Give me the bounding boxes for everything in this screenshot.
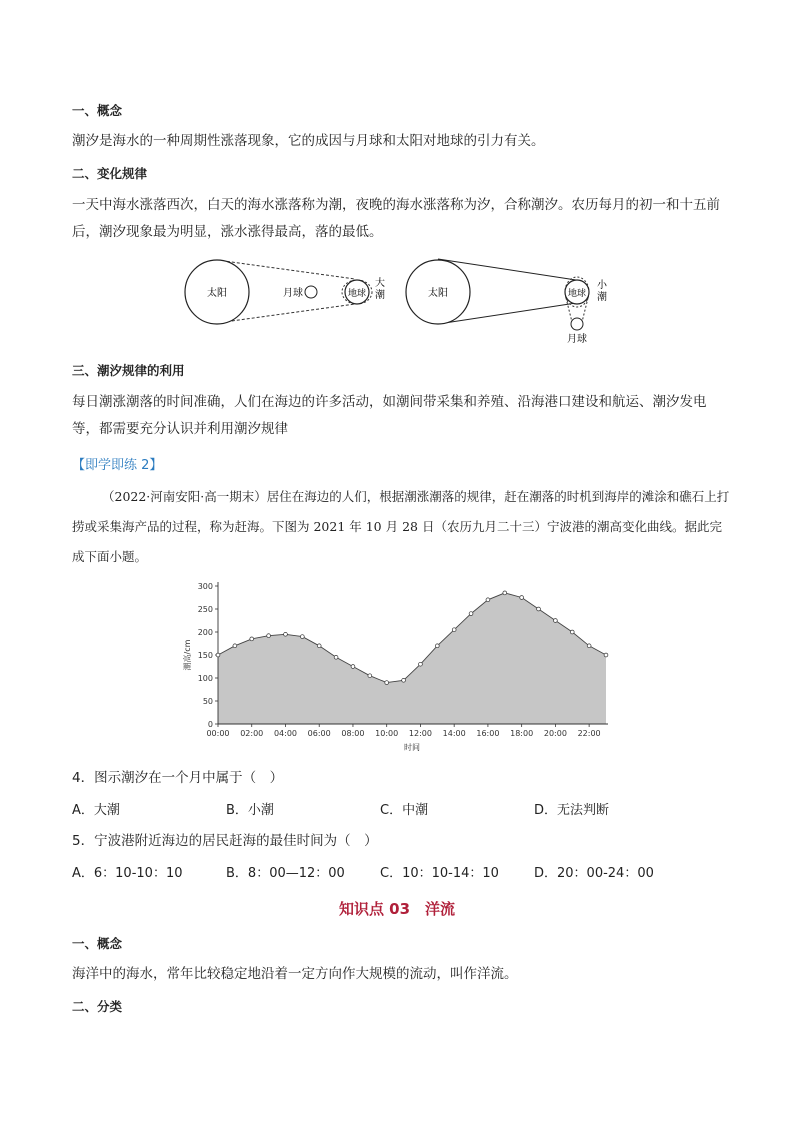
data-point xyxy=(452,628,456,632)
data-point xyxy=(503,591,507,595)
small-tide-label-1: 小 xyxy=(597,280,607,291)
q5-option-c[interactable]: C．10：10-14：10 xyxy=(380,866,499,881)
x-tick-label: 20:00 xyxy=(543,729,567,738)
sun-label-2: 太阳 xyxy=(428,288,448,299)
data-point xyxy=(520,596,524,600)
moon-circle-2 xyxy=(571,318,583,330)
y-tick-label: 50 xyxy=(202,697,213,706)
x-tick-label: 22:00 xyxy=(577,729,601,738)
current-concept-text: 海洋中的海水，常年比较稳定地沿着一定方向作大规模的流动，叫作洋流。 xyxy=(72,966,518,982)
q4-option-b[interactable]: B．小潮 xyxy=(226,803,274,818)
section-heading-classification: 二、分类 xyxy=(72,999,123,1014)
data-point xyxy=(351,665,355,669)
q4-option-a[interactable]: A．大潮 xyxy=(72,803,120,818)
data-point xyxy=(334,655,338,659)
tide-height-chart xyxy=(180,578,620,756)
data-point xyxy=(267,634,271,638)
data-point xyxy=(284,632,288,636)
y-tick-label: 200 xyxy=(197,628,213,637)
section-heading-current-concept: 一、概念 xyxy=(72,936,123,951)
moon-label-2: 月球 xyxy=(567,334,587,345)
moon-label: 月球 xyxy=(283,288,303,299)
x-tick-label: 08:00 xyxy=(341,729,365,738)
section-heading-concept: 一、概念 xyxy=(72,103,123,118)
earth-label: 地球 xyxy=(347,289,367,299)
earth-label-2: 地球 xyxy=(567,289,587,299)
data-point xyxy=(402,678,406,682)
spring-tide-figure xyxy=(185,260,385,324)
section-heading-usage: 三、潮汐规律的利用 xyxy=(72,363,185,378)
tide-area xyxy=(218,593,606,724)
q5-option-b[interactable]: B．8：00—12：00 xyxy=(226,866,345,881)
y-tick-label: 100 xyxy=(197,674,213,683)
data-point xyxy=(385,681,389,685)
practice-badge: 【即学即练 2】 xyxy=(72,458,163,473)
practice-intro: （2022·河南安阳·高一期末）居住在海边的人们，根据潮涨潮落的规律，赶在潮落的时机到海岸的滩涂和礁石上打捞或采集海产品的过程，称为赶海。下图为 2021 年 10 月 28 日（农历九月二十三）宁波港的潮高变化曲线。据此完成下面小题。 xyxy=(72,489,730,564)
x-tick-label: 10:00 xyxy=(375,729,399,738)
pattern-text: 一天中海水涨落西次，白天的海水涨落称为潮，夜晚的海水涨落称为汐，合称潮汐。农历每月的初一和十五前后，潮汐现象最为明显，涨水涨得最高，落的最低。 xyxy=(72,197,720,240)
q5-option-d[interactable]: D．20：00-24：00 xyxy=(534,866,654,881)
x-tick-label: 18:00 xyxy=(510,729,534,738)
q4-stem: 4．图示潮汐在一个月中属于（ ） xyxy=(72,770,284,786)
y-tick-label: 250 xyxy=(197,605,213,614)
data-point xyxy=(604,653,608,657)
data-point xyxy=(419,662,423,666)
knowledge-point-title: 知识点 03 洋流 xyxy=(338,900,456,918)
data-point xyxy=(469,612,473,616)
data-point xyxy=(216,653,220,657)
y-tick-label: 300 xyxy=(197,582,213,591)
sun-label: 太阳 xyxy=(207,288,227,299)
neap-tide-figure xyxy=(406,259,608,345)
data-point xyxy=(570,630,574,634)
q4-option-c[interactable]: C．中潮 xyxy=(380,803,429,818)
data-point xyxy=(317,644,321,648)
x-axis-label: 时间 xyxy=(404,743,420,752)
x-tick-label: 06:00 xyxy=(307,729,331,738)
data-point xyxy=(587,644,591,648)
q5-option-a[interactable]: A．6：10-10：10 xyxy=(72,866,183,881)
x-tick-label: 14:00 xyxy=(442,729,466,738)
y-tick-label: 0 xyxy=(207,720,213,729)
data-point xyxy=(553,619,557,623)
x-tick-label: 00:00 xyxy=(206,729,230,738)
data-point xyxy=(368,674,372,678)
data-point xyxy=(435,644,439,648)
y-tick-label: 150 xyxy=(197,651,213,660)
big-tide-label-2: 潮 xyxy=(375,290,385,301)
x-tick-label: 02:00 xyxy=(240,729,264,738)
x-tick-label: 16:00 xyxy=(476,729,500,738)
usage-text: 每日潮涨潮落的时间准确，人们在海边的许多活动，如潮间带采集和养殖、沿海港口建设和航运、潮汐发电等，都需要充分认识并利用潮汐规律 xyxy=(72,394,707,437)
data-point xyxy=(233,644,237,648)
section-heading-pattern: 二、变化规律 xyxy=(72,166,148,181)
tide-diagram xyxy=(180,252,620,347)
q4-option-d[interactable]: D．无法判断 xyxy=(534,803,610,818)
big-tide-label-1: 大 xyxy=(375,278,385,289)
moon-circle xyxy=(305,286,317,298)
data-point xyxy=(250,637,254,641)
x-tick-label: 12:00 xyxy=(408,729,432,738)
y-axis-label: 潮高/cm xyxy=(183,639,192,671)
q5-stem: 5．宁波港附近海边的居民赶海的最佳时间为（ ） xyxy=(72,833,378,849)
concept-text: 潮汐是海水的一种周期性涨落现象，它的成因与月球和太阳对地球的引力有关。 xyxy=(72,133,545,149)
data-point xyxy=(486,598,490,602)
data-point xyxy=(300,635,304,639)
data-point xyxy=(537,607,541,611)
small-tide-label-2: 潮 xyxy=(597,292,607,303)
x-tick-label: 04:00 xyxy=(273,729,298,738)
